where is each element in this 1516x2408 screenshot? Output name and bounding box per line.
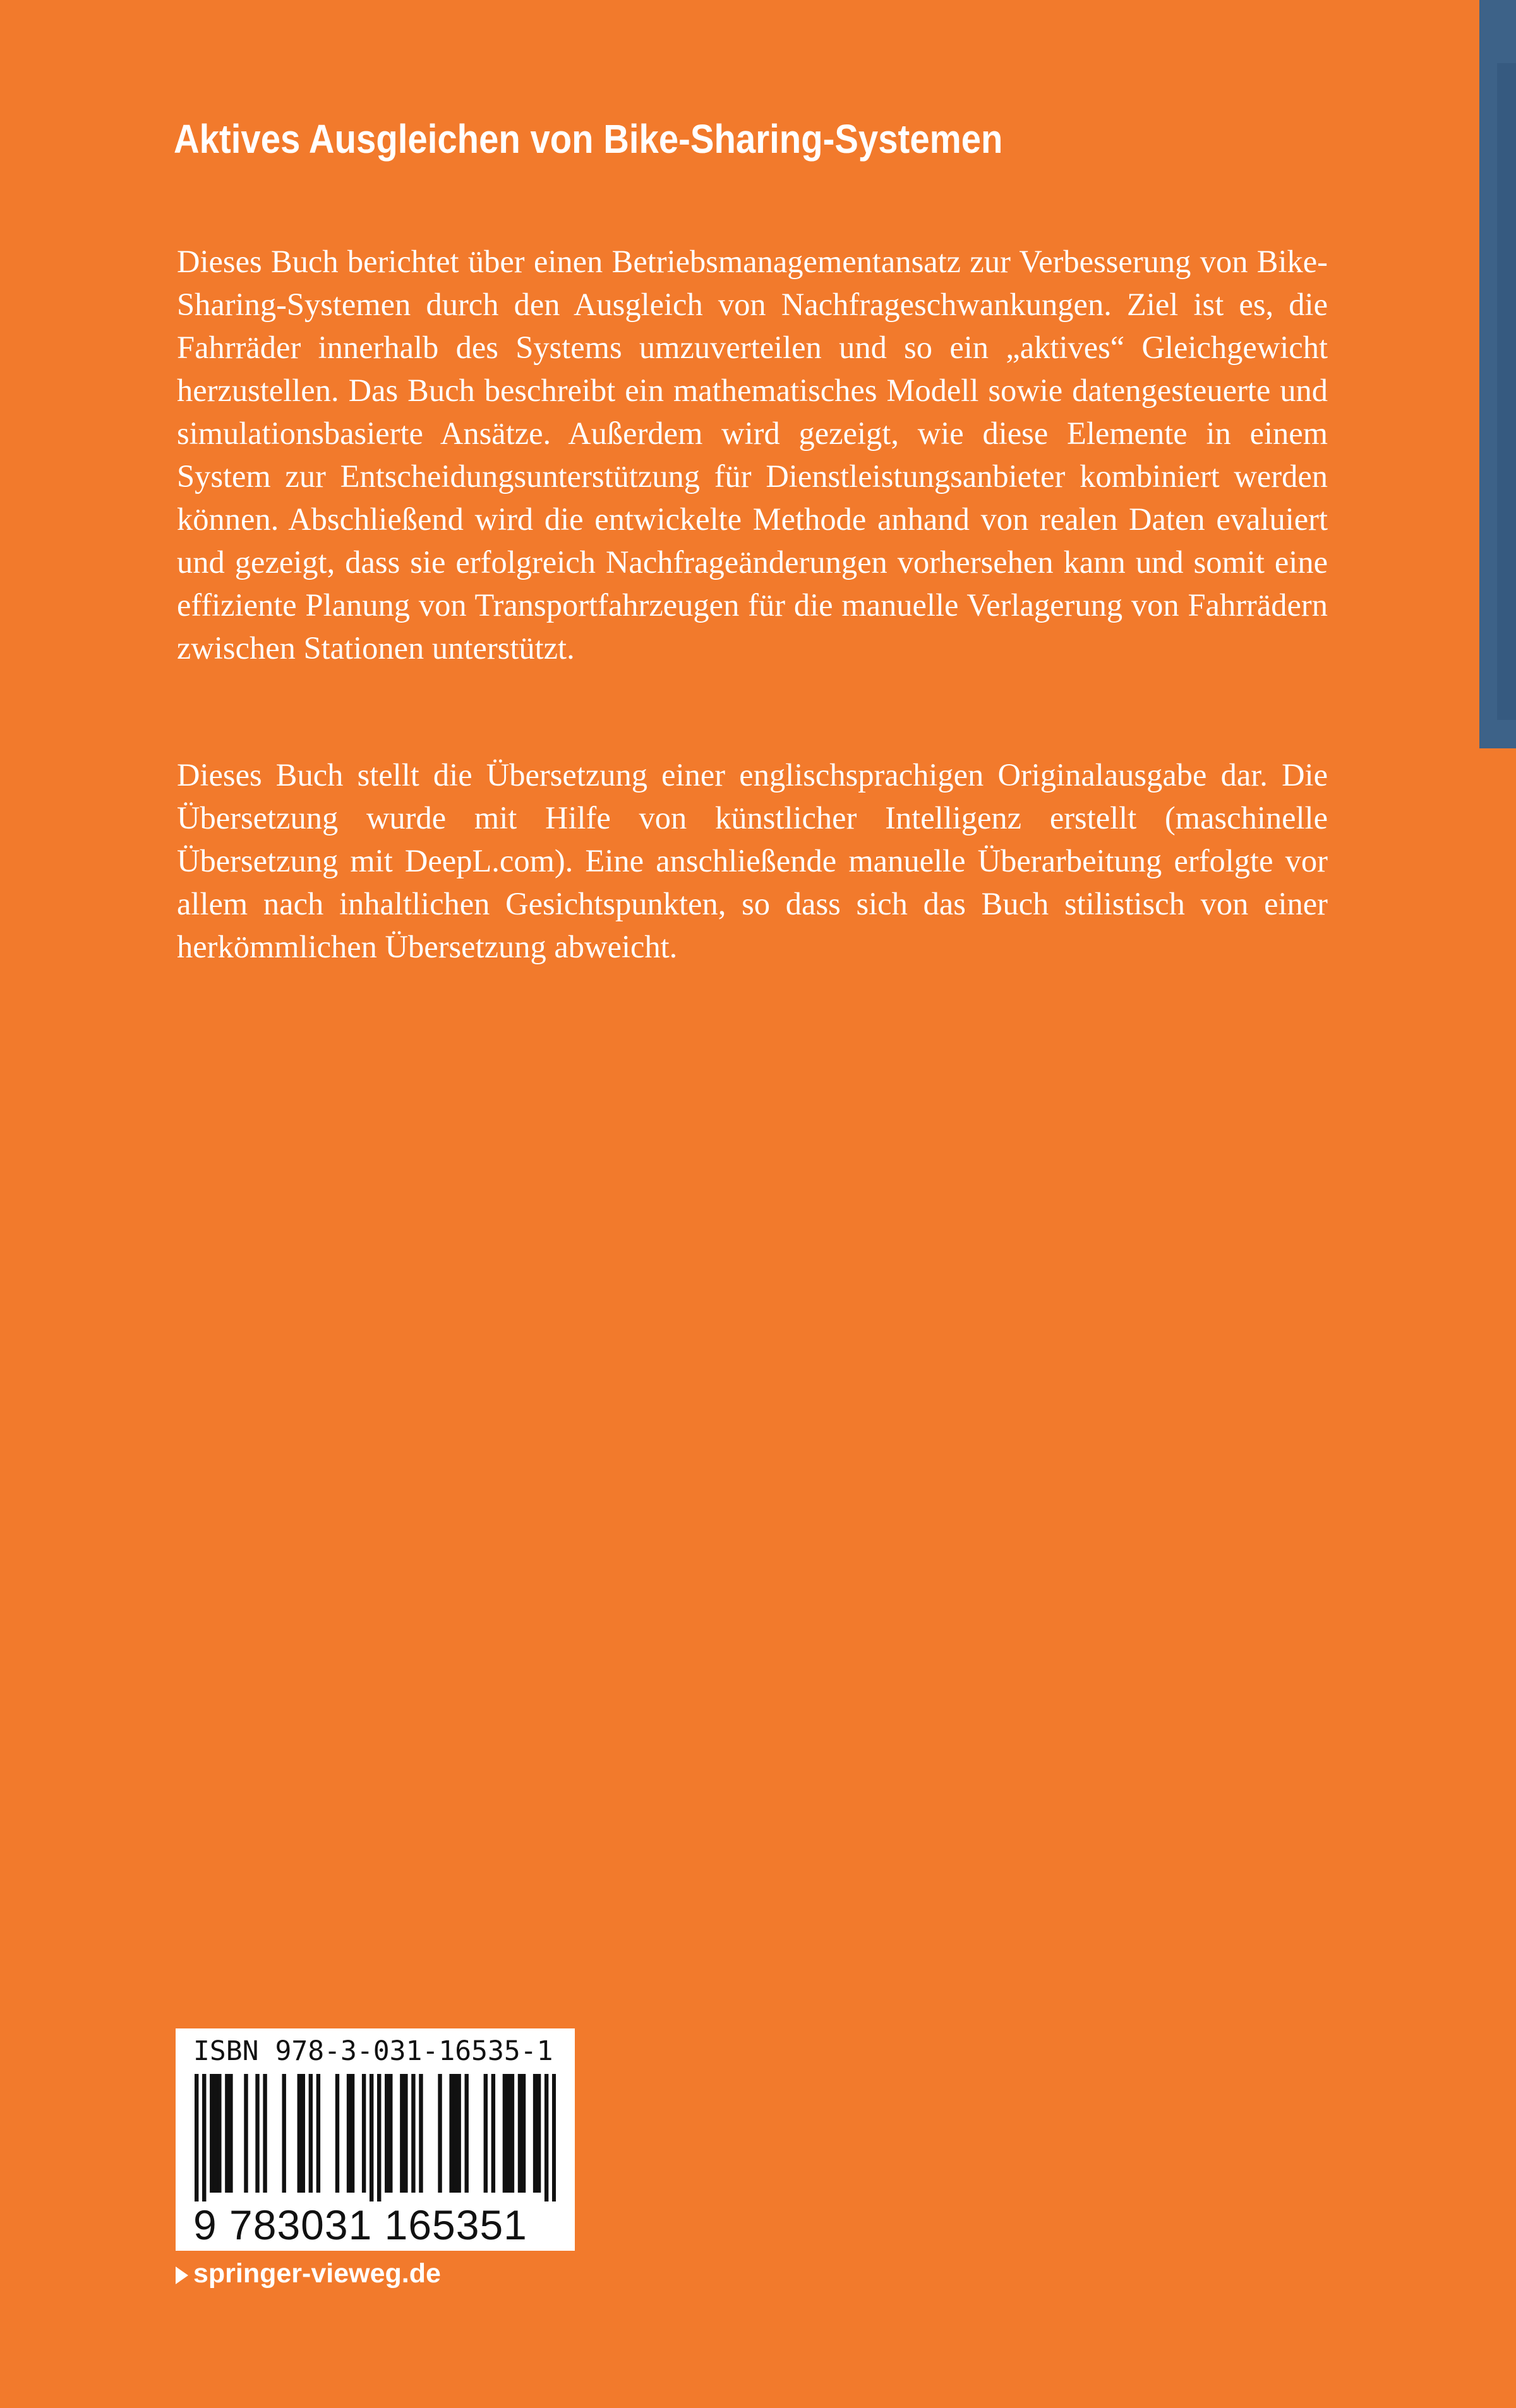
barcode-bar bbox=[370, 2074, 373, 2201]
barcode-bar bbox=[202, 2074, 206, 2201]
barcode-bar bbox=[385, 2074, 388, 2193]
isbn-digits: 9 783031 165351 bbox=[193, 2201, 527, 2248]
barcode-bar bbox=[362, 2074, 366, 2193]
barcode-bar bbox=[484, 2074, 488, 2193]
barcode-bar bbox=[195, 2074, 198, 2201]
description-paragraph: Dieses Buch berichtet über einen Betriebsmanagementansatz zur Verbesserung von Bike-Sharing-Systemen durch den Ausgleich von Nachfrageschwankungen. Ziel ist es, die Fahrräder innerhalb des Systems umzuverteilen und so ein „aktives“ Gleichgewicht herzustellen. Das Buch beschreibt ein mathematisches Modell sowie datengesteuerte und simulationsbasierte Ansätze. Außerdem wird gezeigt, wie diese Elemente in einem System zur Entscheidungsunterstützung für Dienstleistungsanbieter kombiniert werden können. Abschließend wird die entwickelte Methode anhand von realen Daten evaluiert und gezeigt, dass sie erfolgreich Nachfrageänderungen vorhersehen kann und somit eine effiziente Planung von Transportfahrzeugen für die manuelle Verlagerung von Fahrrädern zwischen Stationen unterstützt. bbox=[177, 244, 1328, 666]
barcode-bar bbox=[404, 2074, 407, 2193]
publisher-website: springer-vieweg.de bbox=[193, 2258, 441, 2289]
barcode-bar bbox=[263, 2074, 267, 2193]
arrow-right-icon bbox=[176, 2267, 188, 2284]
barcode-bar bbox=[491, 2074, 495, 2193]
isbn-barcode-box bbox=[176, 2028, 575, 2251]
barcode-bar bbox=[217, 2074, 221, 2193]
barcode-bar bbox=[507, 2074, 510, 2193]
barcode-bar bbox=[411, 2074, 415, 2193]
barcode-bar bbox=[282, 2074, 286, 2193]
barcode-bar bbox=[214, 2074, 217, 2193]
translation-note-paragraph: Dieses Buch stellt die Übersetzung einer englischsprachigen Originalausgabe dar. Die Übersetzung wurde mit Hilfe von künstlicher Intelligenz erstellt (maschinelle Übersetzung mit DeepL.com). Eine anschließende manuelle Überarbeitung erfolgte vor allem nach inhaltlichen Gesichtspunkten, so dass sich das Buch stilistisch von einer herkömmlichen Übersetzung abweicht. bbox=[177, 757, 1328, 964]
publisher-link[interactable] bbox=[176, 2255, 441, 2292]
barcode-bar bbox=[309, 2074, 313, 2193]
isbn-label: ISBN 978-3-031-16535-1 bbox=[193, 2035, 553, 2067]
barcode-bar bbox=[229, 2074, 232, 2193]
barcode-bar bbox=[388, 2074, 392, 2193]
barcode-bar bbox=[510, 2074, 514, 2193]
barcode-bar bbox=[255, 2074, 259, 2193]
barcode-bar bbox=[552, 2074, 556, 2201]
barcode-bar bbox=[351, 2074, 354, 2193]
barcode-bar bbox=[225, 2074, 229, 2193]
barcode-bar bbox=[449, 2074, 453, 2193]
barcode-bar bbox=[244, 2074, 248, 2193]
book-title: Aktives Ausgleichen von Bike-Sharing-Systemen bbox=[174, 116, 1003, 162]
barcode-bar bbox=[522, 2074, 526, 2193]
barcode-bar bbox=[503, 2074, 507, 2193]
barcode-bar bbox=[301, 2074, 305, 2193]
barcode-bar bbox=[298, 2074, 301, 2193]
barcode-bar bbox=[419, 2074, 423, 2193]
barcode-bar bbox=[537, 2074, 541, 2193]
barcode-bar bbox=[518, 2074, 522, 2193]
barcode-bar bbox=[400, 2074, 404, 2193]
barcode-graphic bbox=[195, 2074, 556, 2201]
barcode-bar bbox=[347, 2074, 351, 2193]
barcode-bar bbox=[210, 2074, 214, 2193]
barcode-bar bbox=[464, 2074, 468, 2193]
barcode-bar bbox=[438, 2074, 442, 2193]
barcode-bar bbox=[457, 2074, 460, 2193]
barcode-bar bbox=[377, 2074, 381, 2201]
barcode-bar bbox=[453, 2074, 457, 2193]
barcode-bar bbox=[316, 2074, 320, 2193]
spine-inner-panel bbox=[1497, 63, 1516, 720]
barcode-bar bbox=[533, 2074, 537, 2193]
barcode-bar bbox=[335, 2074, 339, 2193]
barcode-bar bbox=[544, 2074, 548, 2201]
